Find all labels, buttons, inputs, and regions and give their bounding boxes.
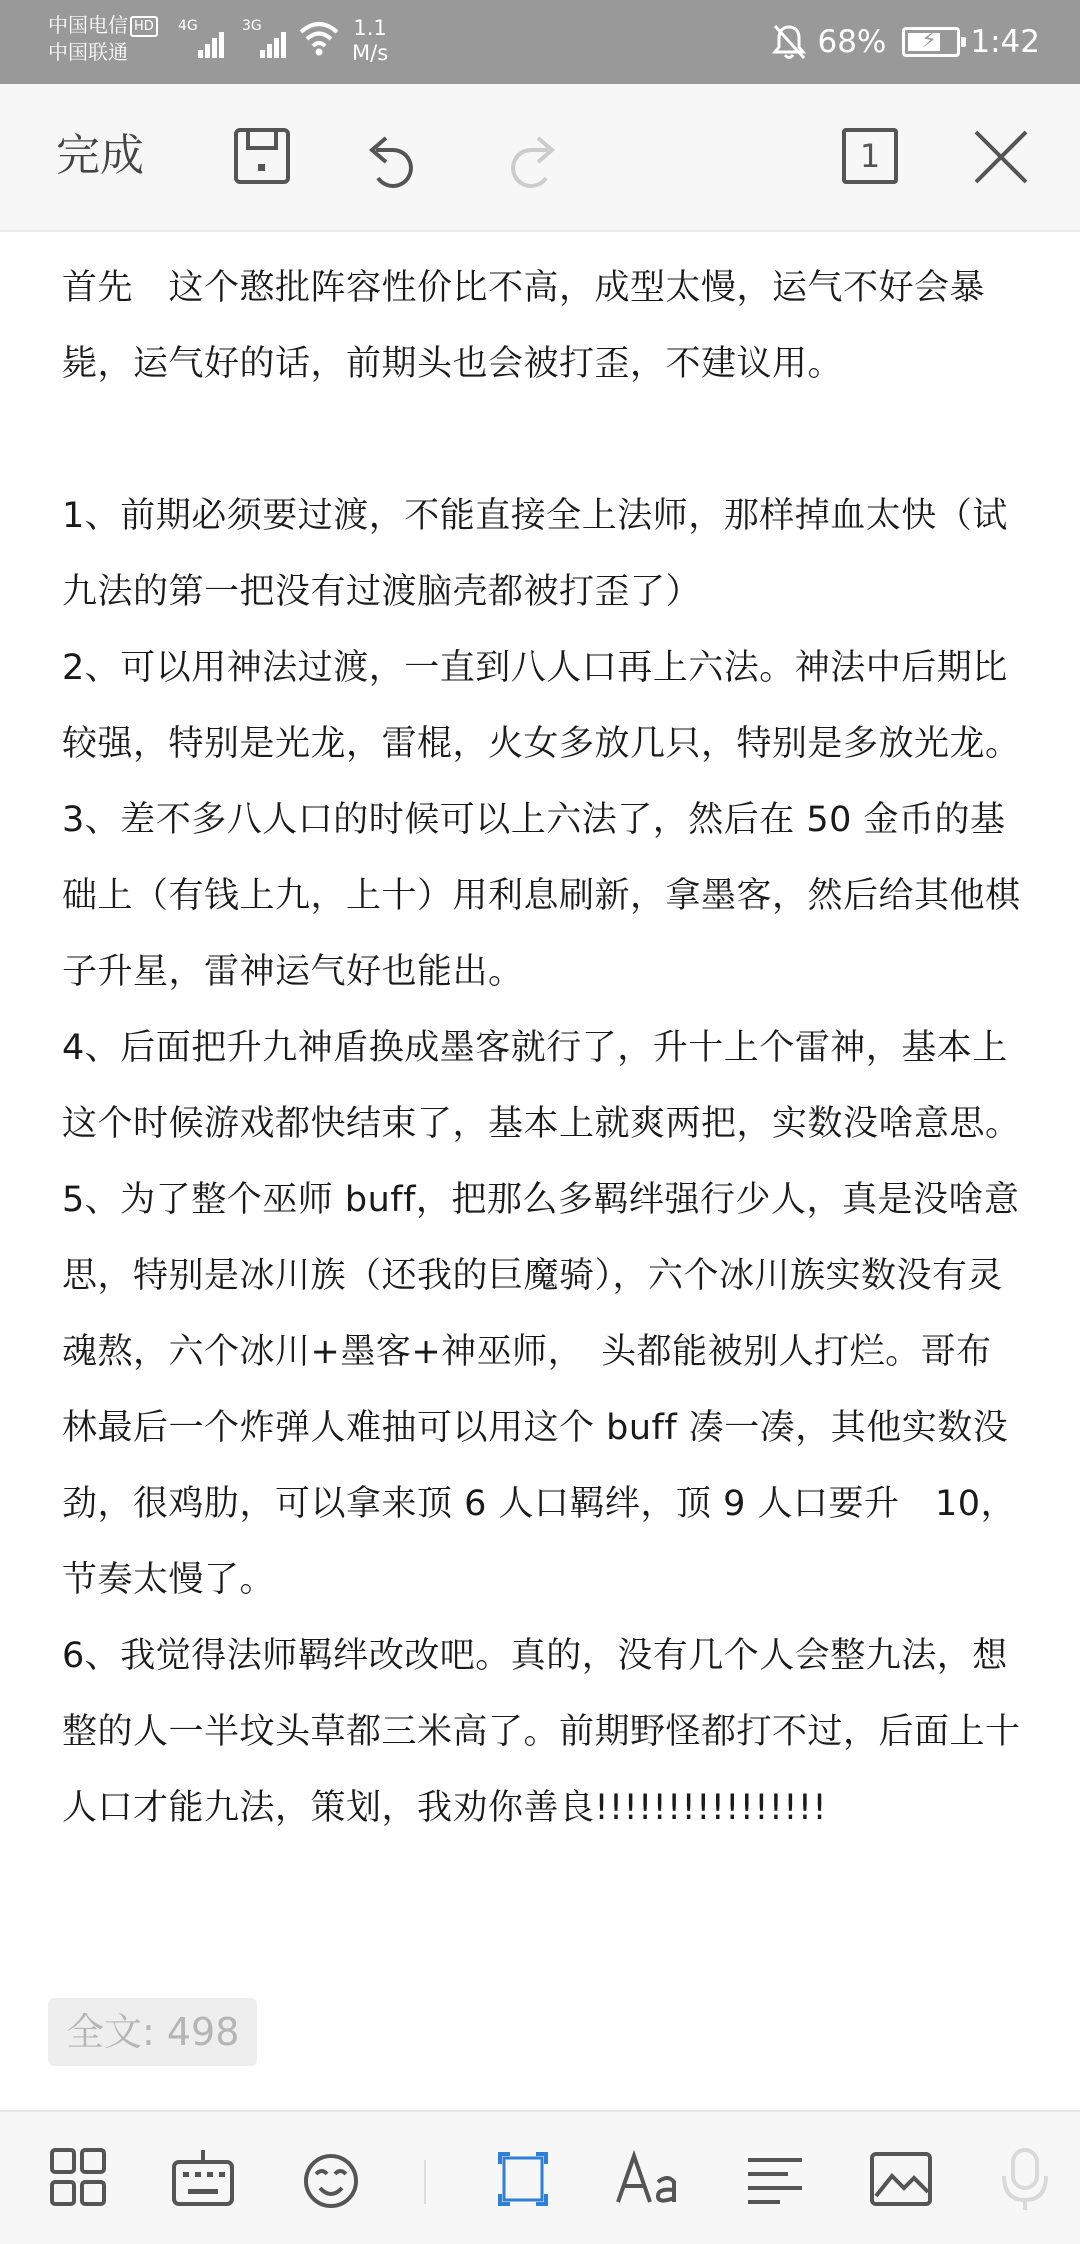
redo-icon[interactable]: [498, 126, 560, 188]
microphone-icon[interactable]: [990, 2144, 1060, 2214]
save-icon[interactable]: [232, 126, 292, 186]
keyboard-icon[interactable]: [168, 2144, 238, 2214]
paragraph-1: 1、前期必须要过渡，不能直接全上法师，那样掉血太快（试九法的第一把没有过渡脑壳都被打歪了）: [62, 496, 1008, 612]
bottom-toolbar: [0, 2110, 1080, 2244]
align-icon[interactable]: [740, 2144, 810, 2214]
paragraph-2: 2、可以用神法过渡，一直到八人口再上六法。神法中后期比较强，特别是光龙，雷棍，火女多放几只，特别是多放光龙。: [62, 648, 1021, 764]
undo-icon[interactable]: [364, 126, 426, 188]
done-button[interactable]: 完成: [56, 130, 144, 181]
document-body[interactable]: [62, 250, 1022, 1846]
font-icon[interactable]: [614, 2144, 684, 2214]
battery-percent: 68%: [817, 24, 887, 60]
editor-toolbar: [0, 84, 1080, 232]
carrier-info: [48, 12, 158, 66]
page-count-icon[interactable]: 1: [842, 128, 898, 184]
carrier-1: 中国电信: [48, 13, 128, 37]
paragraph-5: 5、为了整个巫师 buff，把那么多羁绊强行少人，真是没啥意思，特别是冰川族（还我的巨魔骑），六个冰川族实数没有灵魂熬，六个冰川+墨客+神巫师， 头都能被别人打烂。哥布林最后一个炸弹人难抽可以用这个 buff 凑一凑，其他实数没劲，很鸡肋，可以拿来顶 6 人口羁绊，顶 9 人口要升 10，节奏太慢了。: [62, 1180, 1020, 1600]
battery-icon: ⚡: [902, 27, 960, 57]
paragraph-blank: [62, 402, 1022, 478]
paragraph-intro: 首先 这个憨批阵容性价比不高，成型太慢，运气不好会暴毙，运气好的话，前期头也会被打歪，不建议用。: [62, 268, 986, 384]
paragraph-3: 3、差不多八人口的时候可以上六法了，然后在 50 金币的基础上（有钱上九，上十）用利息刷新，拿墨客，然后给其他棋子升星，雷神运气好也能出。: [62, 800, 1021, 992]
mute-bell-icon: [771, 22, 807, 62]
toolbar-divider: [424, 2160, 426, 2204]
paragraph-4: 4、后面把升九神盾换成墨客就行了，升十上个雷神，基本上这个时候游戏都快结束了，基本上就爽两把，实数没啥意思。: [62, 1028, 1021, 1144]
status-right: [771, 16, 1040, 68]
image-icon[interactable]: [866, 2144, 936, 2214]
signal-3g-icon: 3G: [242, 18, 286, 62]
signal-4g-icon: 4G: [178, 18, 222, 62]
select-frame-icon[interactable]: [488, 2144, 558, 2214]
clock: 1:42: [970, 24, 1040, 60]
hd-badge: HD: [130, 16, 158, 37]
paragraph-6: 6、我觉得法师羁绊改改吧。真的，没有几个人会整九法，想整的人一半坟头草都三米高了。前期野怪都打不过，后面上十人口才能九法，策划，我劝你善良!!!!!!!!!!!!!!!!: [62, 1636, 1021, 1828]
word-count-badge: 全文: 498: [48, 1998, 257, 2066]
close-icon[interactable]: [972, 128, 1030, 186]
template-grid-icon[interactable]: [44, 2144, 114, 2214]
network-speed: 1.1 M/s: [352, 16, 389, 65]
carrier-2: 中国联通: [48, 40, 128, 64]
emoji-icon[interactable]: [296, 2144, 366, 2214]
status-bar: [0, 0, 1080, 84]
wifi-icon: [298, 18, 340, 58]
